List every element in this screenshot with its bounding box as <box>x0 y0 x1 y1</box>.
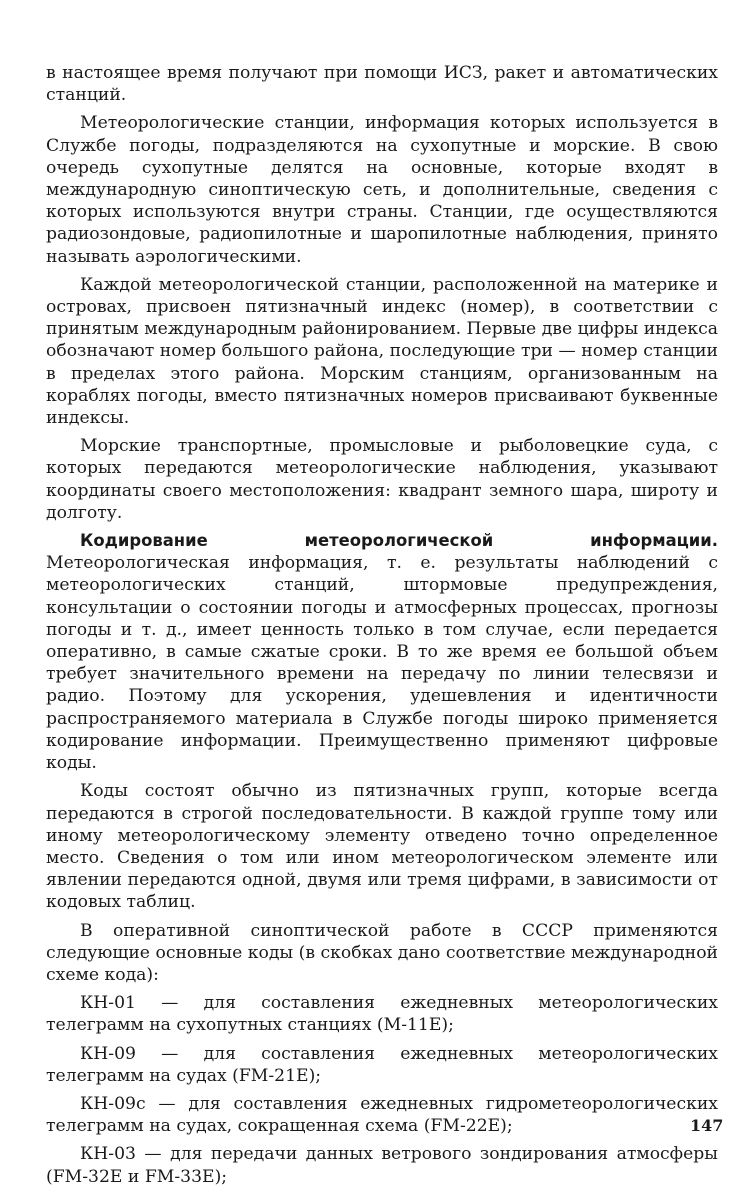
paragraph-stations: Метеорологические станции, информация которых используется в Службе погоды, подразделяются на сухопутные и морские. В свою очередь сухопутные делятся на основные, которые входят в международную синоптическую сеть, и дополнительные, сведения с которых используются внутри страны. Станции, где осуществляются радиозондовые, радиопилотные и шаропилотные наблюдения, принято называть аэрологическими. <box>46 113 718 267</box>
paragraph-station-index: Каждой метеорологической станции, расположенной на материке и островах, присвоен пятизначный индекс (номер), в соответствии с принятым международным районированием. Первые две цифры индекса обозначают номер большого района, последующие три — номер станции в пределах этого района. Морским станциям, организованным на кораблях погоды, вместо пятизначных номеров присваивают буквенные индексы. <box>46 274 718 429</box>
code-item-kn09c: КН-09с — для составления ежедневных гидрометеорологических телеграмм на судах, сокращенная схема (FM-22E); <box>46 1093 718 1137</box>
paragraph-coding <box>46 530 718 774</box>
paragraph-1: в настоящее время получают при помощи ИСЗ, ракет и автоматических станций. <box>46 63 718 106</box>
code-item-kn03: КН-03 — для передачи данных ветрового зондирования атмосферы (FM-32E и FM-33E); <box>46 1144 718 1187</box>
paragraph-codes: Коды состоят обычно из пятизначных групп, которые всегда передаются в строгой последовательности. В каждой группе тому или иному метеорологическому элементу отведено точно определенное место. Сведения о том или ином метеорологическом элементе или явлении передаются одной, двумя или тремя цифрами, в зависимости от кодовых таблиц. <box>46 781 718 913</box>
section-heading: Кодирование метеорологической информации. <box>80 531 718 551</box>
code-item-kn01: КН-01 — для составления ежедневных метеорологических телеграмм на сухопутных станциях (М-11Е); <box>46 993 718 1036</box>
paragraph-ussr-codes: В оперативной синоптической работе в СССР применяются следующие основные коды (в скобках дано соответствие международной схеме кода): <box>46 920 718 985</box>
page-number: 147 <box>690 1116 724 1135</box>
paragraph-coding-text: Метеорологическая информация, т. е. результаты наблюдений с метеорологических станций, штормовые предупреждения, консультации о состоянии погоды и атмосферных процессах, прогнозы погоды и т. д., имеет ценность только в том случае, если передается оперативно, в самые сжатые сроки. В то же время ее большой объем требует значительного времени на передачу по линии телесвязи и радио. Поэтому для ускорения, удешевления и идентичности распространяемого материала в Службе погоды широко применяется кодирование информации. Преимущественно применяют цифровые коды. <box>46 553 718 774</box>
code-item-kn09: КН-09 — для составления ежедневных метеорологических телеграмм на судах (FM-21E); <box>46 1043 718 1086</box>
page-body <box>46 62 718 1188</box>
paragraph-sea-vessels: Морские транспортные, промысловые и рыболовецкие суда, с которых передаются метеорологические наблюдения, указывают координаты своего местоположения: квадрант земного шара, широту и долготу. <box>46 436 718 523</box>
